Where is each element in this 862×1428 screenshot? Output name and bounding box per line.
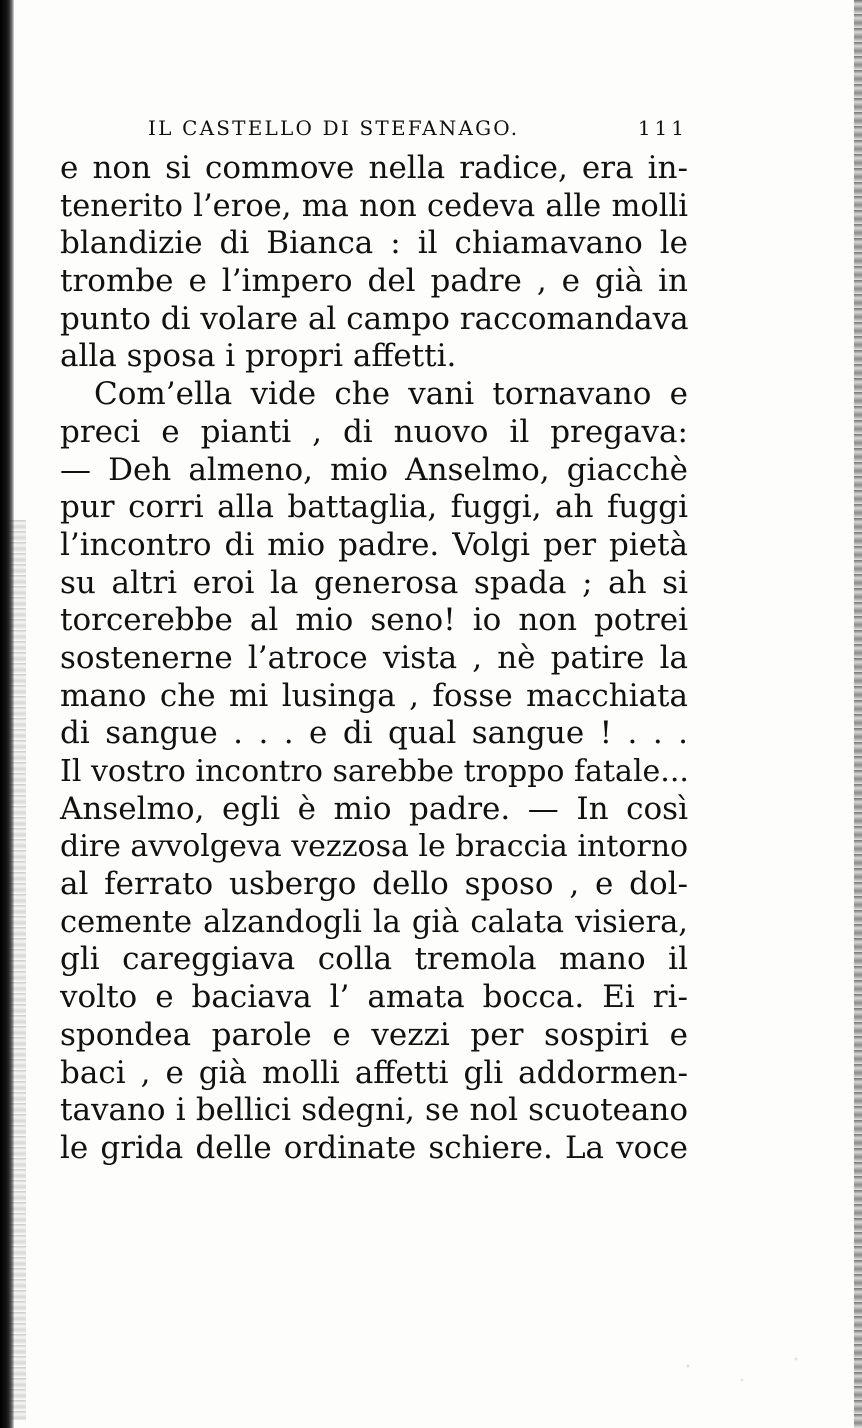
text-line: di sangue . . . e di qual sangue ! . . . <box>60 715 688 752</box>
text-line: alla sposa i propri affetti. <box>60 338 457 375</box>
running-title: IL CASTELLO DI STEFANAGO. <box>148 116 520 140</box>
text-line: torcerebbe al mio seno! io non potrei <box>60 602 688 639</box>
text-line: baci , e già molli affetti gli addormen- <box>60 1054 688 1091</box>
text-line: punto di volare al campo raccomandava <box>60 300 689 337</box>
body-text <box>60 150 688 1168</box>
text-line: volto e baciava l’ amata bocca. Ei ri- <box>60 979 688 1016</box>
text-line: blandizie di Bianca : il chiamavano le <box>60 225 688 262</box>
text-line: le grida delle ordinate schiere. La voce <box>60 1129 688 1166</box>
text-line: Anselmo, egli è mio padre. — In così <box>60 790 688 827</box>
text-line: Com’ella vide che vani tornavano e <box>94 376 688 413</box>
text-line: Il vostro incontro sarebbe troppo fatale... <box>60 754 689 789</box>
text-line: spondea parole e vezzi per sospiri e <box>60 1016 688 1053</box>
text-line: sostenerne l’atroce vista , nè patire la <box>60 639 688 676</box>
text-line: preci e pianti , di nuovo il pregava: <box>60 413 688 450</box>
text-line: — Deh almeno, mio Anselmo, giacchè <box>60 451 688 488</box>
text-line: pur corri alla battaglia, fuggi, ah fuggi <box>60 489 688 526</box>
text-line: mano che mi lusinga , fosse macchiata <box>60 677 688 714</box>
text-line: e non si commove nella radice, era in- <box>60 150 688 186</box>
text-line: tavano i bellici sdegni, se nol scuoteano <box>60 1092 688 1129</box>
running-header <box>148 116 688 142</box>
text-line: gli careggiava colla tremola mano il <box>60 941 688 978</box>
binding-shadow <box>10 520 26 1420</box>
page-edge <box>854 0 862 1428</box>
text-line: trombe e l’impero del padre , e già in <box>60 263 688 300</box>
text-line: tenerito l’eroe, ma non cedeva alle molli <box>60 188 688 224</box>
text-line: al ferrato usbergo dello sposo , e dol- <box>60 866 688 903</box>
paper-specks <box>652 1338 832 1408</box>
text-line: l’incontro di mio padre. Volgi per pietà <box>60 526 688 563</box>
page-number: 111 <box>637 116 688 140</box>
text-line: su altri eroi la generosa spada ; ah si <box>60 564 688 601</box>
text-line: dire avvolgeva vezzosa le braccia intorno <box>60 829 689 865</box>
text-line: cemente alzandogli la già calata visiera, <box>60 904 688 940</box>
